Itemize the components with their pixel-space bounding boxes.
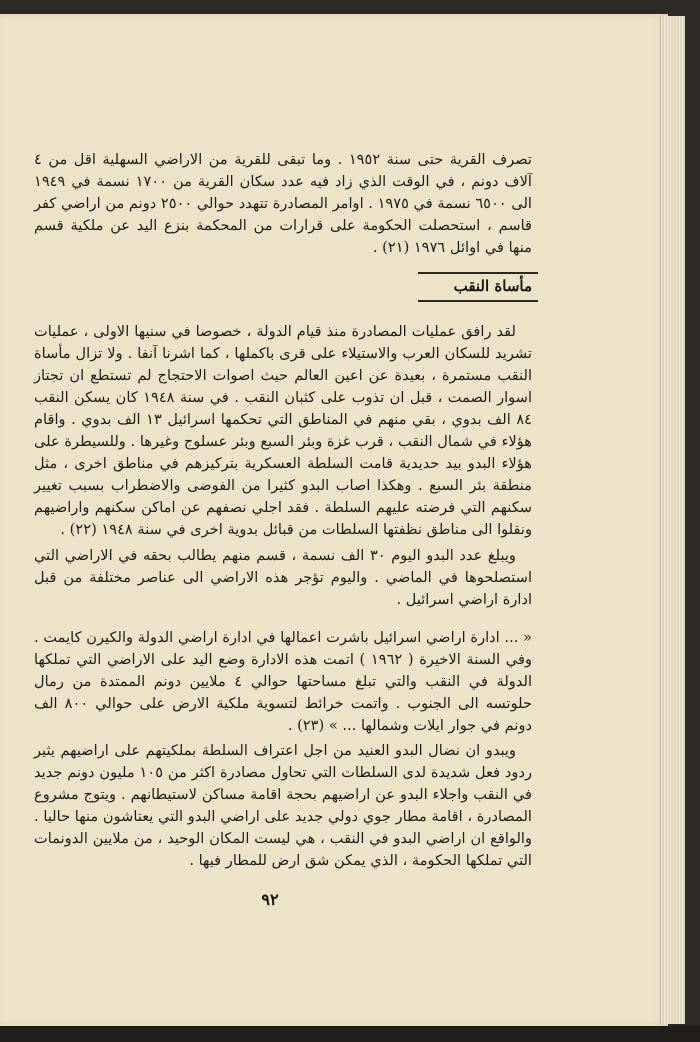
paragraph-negev-2-text: ويبلغ عدد البدو اليوم ٣٠ الف نسمة ، قسم منهم يطالب بحقه في الاراضي التي استصلحوها في الماضي . واليوم تؤجر هذه الاراضي الى عناصر مختلفة من قبل ادارة اراضي اسرائيل . xyxy=(34,547,532,608)
paragraph-negev-3-text: ويبدو ان نضال البدو العنيد من اجل اعتراف السلطة بملكيتهم على اراضيهم يثير ردود فعل شديدة لدى السلطات التي تحاول مصادرة اكثر من ١٠٥ مليون دونم جديد في النقب واجلاء البدو عن اراضيهم بحجة اقامة مساكن لاستيطانهم . ويتوج مشروع المصادرة ، اقامة مطار جوي دولي جديد على اراضي البدو التي يعتاشون منها حاليا . والواقع ان اراضي البدو في النقب ، هي ليست المكان الوحيد ، من ملايين الدونمات التي تملكها الحكومة ، الذي يمكن شق ارض للمطار فيها . xyxy=(34,742,532,869)
paragraph-negev-1 xyxy=(34,321,532,541)
background-strip xyxy=(0,1026,700,1042)
block-quote xyxy=(34,627,532,737)
paragraph-negev-1-text: لقد رافق عمليات المصادرة منذ قيام الدولة ، خصوصا في سنيها الاولى ، عمليات تشريد للسكان العرب والاستيلاء على قرى باكملها ، كما اشرنا آنفا . ولا تزال مأساة النقب مستمرة ، بعيدة عن اعين العالم حيث اصوات الاحتجاج لم تستطع ان تجتاز اسوار الصمت ، قبل ان تذوب على كثبان النقب . في سنة ١٩٤٨ كان يسكن النقب ٨٤ الف بدوي ، بقي منهم في المناطق التي تحكمها اسرائيل ١٣ الف بدوي . واقام هؤلاء في شمال النقب ، قرب غزة وبئر السبع وبئر عسلوج وغيرها . وللسيطرة على هؤلاء البدو بيد حديدية قامت السلطة العسكرية بتركيزهم في مناطق اخرى ، مثل منطقة بئر السبع . وهكذا اصاب البدو كثيرا من الفوضى والاضطراب بسبب تغيير سكنهم التي فرضته عليهم السلطة . فقد اجلي نصفهم عن اماكن سكنهم واراضيهم ونقلوا الى مناطق نظفتها السلطات من قبائل بدوية اخرى في سنة ١٩٤٨ (٢٢) . xyxy=(34,323,532,538)
paragraph-intro-text: تصرف القرية حتى سنة ١٩٥٢ . وما تبقى للقرية من الاراضي السهلية اقل من ٤ آلاف دونم ، في الوقت الذي زاد فيه عدد سكان القرية من ١٧٠٠ نسمة في ١٩٤٩ الى ٦٥٠٠ نسمة في ١٩٧٥ . اوامر المصادرة تتهدد حوالي ٢٥٠٠ دونم من اراضي كفر قاسم ، استحصلت الحكومة على قرارات من المحكمة بنزع اليد عن ملكية قسم منها في اوائل ١٩٧٦ (٢١) . xyxy=(33,151,532,256)
section-heading: مأساة النقب xyxy=(418,272,538,302)
paragraph-negev-3 xyxy=(34,740,532,872)
paragraph-negev-2 xyxy=(34,545,532,611)
page-number: ٩٢ xyxy=(261,890,279,909)
paragraph-intro xyxy=(34,149,532,259)
page-edges xyxy=(660,16,685,1024)
block-quote-text: « ... ادارة اراضي اسرائيل باشرت اعمالها في ادارة اراضي الدولة والكيرن كايمت . وفي السنة الاخيرة ( ١٩٦٢ ) اتمت هذه الادارة وضع اليد على الاراضي التي تملكها الدولة في النقب والتي تبلغ مساحتها حوالي ٤ ملايين دونم الممتدة من رمال حلوتسه الى الجنوب . واتمت خرائط لتسوية ملكية الارض على حوالي ٨٠٠ الف دونم في جوار ايلات وشمالها ... » (٢٣) . xyxy=(34,629,533,734)
